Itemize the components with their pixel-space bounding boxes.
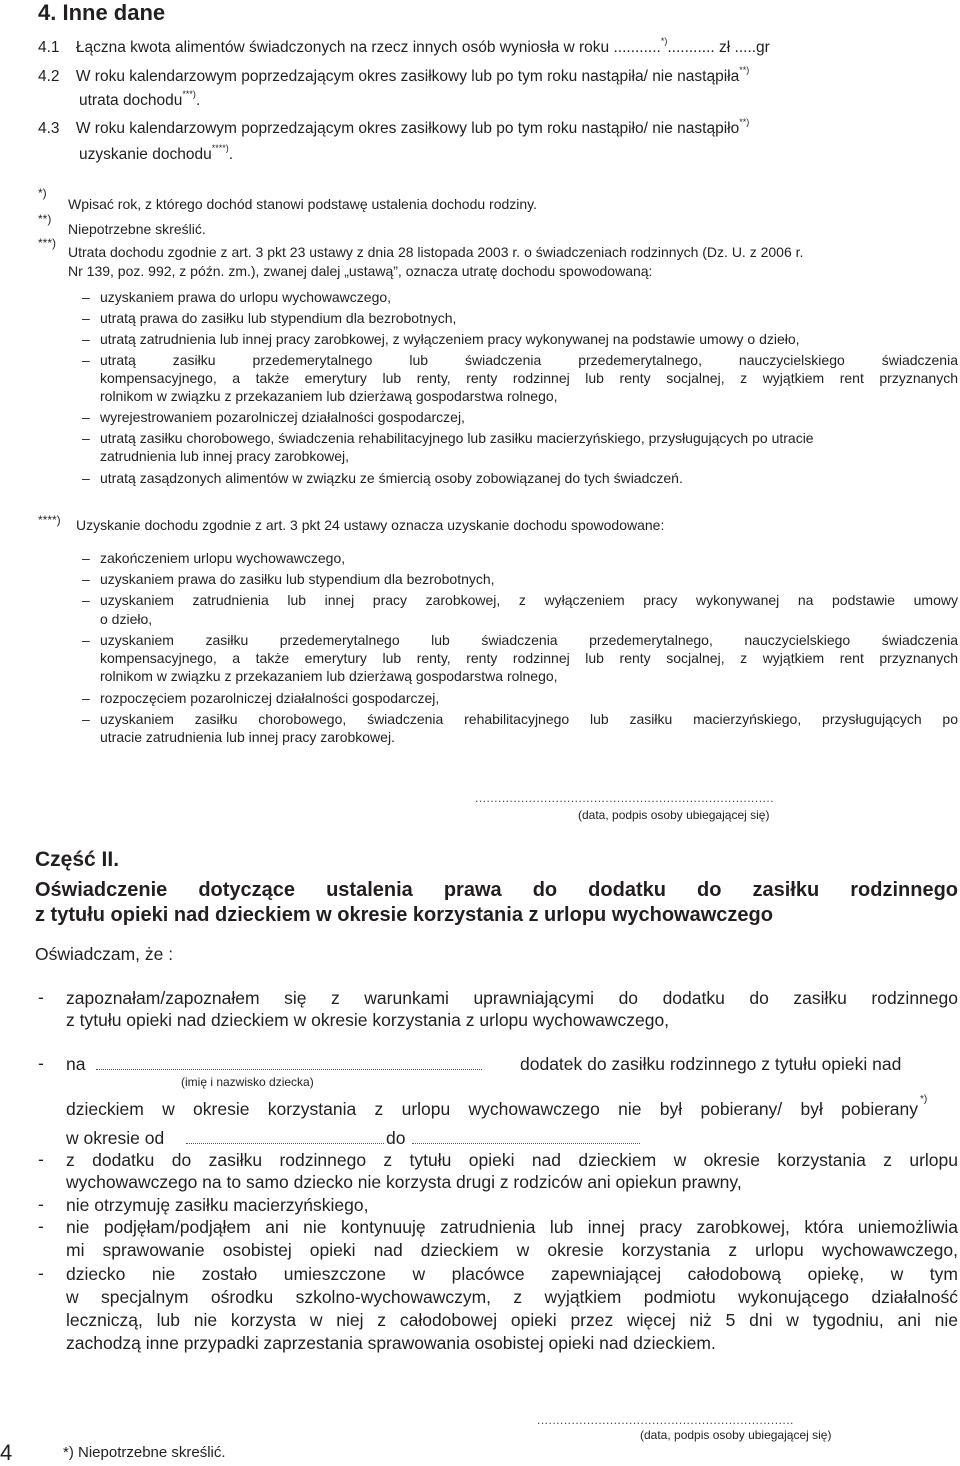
item-4-3-line2 bbox=[79, 145, 233, 165]
list-item: utratą zasiłku chorobowego, świadczenia rehabilitacyjnego lub zasiłku macierzyńskiego, przysługujących po utracie bbox=[100, 430, 814, 446]
list-dash: - bbox=[38, 1053, 44, 1073]
list-dash: – bbox=[82, 409, 90, 425]
list-dash: – bbox=[82, 430, 90, 446]
period-to-field[interactable] bbox=[412, 1142, 640, 1144]
footnote-2-text: Niepotrzebne skreślić. bbox=[68, 221, 206, 237]
list-dash: – bbox=[82, 470, 90, 486]
list-dash: – bbox=[82, 352, 90, 368]
list-item: uzyskaniem zasiłku chorobowego, świadczenia rehabilitacyjnego lub zasiłku macierzyńskiego, przysługujących po bbox=[100, 711, 958, 727]
list-dash: – bbox=[82, 331, 90, 347]
footnote-ref: **) bbox=[739, 117, 750, 127]
declare-label: Oświadczam, że : bbox=[35, 944, 174, 964]
child-name-field[interactable] bbox=[96, 1068, 482, 1070]
statement-2-line2: dzieckiem w okresie korzystania z urlopu wychowawczego nie był pobierany/ był pobierany bbox=[66, 1099, 918, 1119]
list-item: uzyskaniem prawa do zasiłku lub stypendium dla bezrobotnych, bbox=[100, 571, 495, 587]
item-4-2 bbox=[38, 67, 749, 87]
list-item-cont: zatrudnienia lub innej pracy zarobkowej, bbox=[100, 448, 350, 464]
page-number: 4 bbox=[0, 1440, 13, 1465]
list-item-cont: rolnikom w związku z przekazaniem lub dzierżawą gospodarstwa rolnego, bbox=[100, 388, 558, 404]
footer-note: *) Niepotrzebne skreślić. bbox=[63, 1444, 226, 1461]
statement-5-line2: mi sprawowanie osobistej opieki nad dzieckiem w okresie korzystania z urlopu wychowawczego, bbox=[66, 1240, 958, 1260]
list-item: utratą zasądzonych alimentów w związku ze śmiercią osoby zobowiązanej do tych świadczeń. bbox=[100, 470, 683, 486]
footnote-mark-2: **) bbox=[38, 212, 52, 226]
list-dash: – bbox=[82, 571, 90, 587]
footnote-mark-1: *) bbox=[38, 186, 47, 200]
list-item: utratą prawa do zasiłku lub stypendium dla bezrobotnych, bbox=[100, 310, 457, 326]
signature-caption: (data, podpis osoby ubiegającej się) bbox=[578, 808, 770, 822]
item-4-1 bbox=[38, 38, 960, 58]
period-to-label: do bbox=[386, 1128, 406, 1148]
child-name-hint: (imię i nazwisko dziecka) bbox=[181, 1075, 314, 1089]
list-item: utratą zasiłku przedemerytalnego lub świadczenia przedemerytalnego, nauczycielskiego świadczenia bbox=[100, 352, 958, 368]
footnote-ref: **) bbox=[739, 65, 750, 75]
section-title: 4. Inne dane bbox=[38, 0, 166, 25]
list-dash: - bbox=[38, 1216, 44, 1236]
statement-3-line2: wychowawczego na to samo dziecko nie korzysta drugi z rodziców ani opiekun prawny, bbox=[66, 1172, 742, 1192]
statement-1-line1: zapoznałam/zapoznałem się z warunkami uprawniającymi do dodatku do zasiłku rodzinnego bbox=[66, 988, 958, 1008]
statement-2-tail: dodatek do zasiłku rodzinnego z tytułu opieki nad bbox=[520, 1054, 902, 1074]
part-title: Część II. bbox=[35, 848, 120, 871]
list-item-cont: kompensacyjnego, a także emerytury lub renty, renty rodzinnej lub renty socjalnej, z wyjątkiem rent przyznanych bbox=[100, 370, 958, 386]
list-dash: – bbox=[82, 550, 90, 566]
statement-4: nie otrzymuję zasiłku macierzyńskiego, bbox=[66, 1195, 369, 1215]
footnote-1-text: Wpisać rok, z którego dochód stanowi podstawę ustalenia dochodu rodziny. bbox=[68, 196, 538, 212]
list-dash: - bbox=[38, 1149, 44, 1169]
list-dash: – bbox=[82, 632, 90, 648]
footnote-mark-3: ***) bbox=[38, 236, 57, 250]
list-dash: - bbox=[38, 1194, 44, 1214]
footnote-3-line2: Nr 139, poz. 992, z późn. zm.), zwanej dalej „ustawą”, oznacza utratę dochodu spowodowaną: bbox=[68, 263, 653, 279]
footnote-ref: ****) bbox=[211, 143, 229, 153]
footnote-ref: ***) bbox=[182, 89, 196, 99]
signature-line[interactable]: .............................................................................. bbox=[475, 791, 775, 805]
item-text: W roku kalendarzowym poprzedzającym okres zasiłkowy lub po tym roku nastąpiło/ nie nastąpiło bbox=[75, 120, 740, 137]
part-heading-2: z tytułu opieki nad dzieckiem w okresie korzystania z urlopu wychowawczego bbox=[35, 904, 773, 926]
list-dash: – bbox=[82, 310, 90, 326]
list-dash: - bbox=[38, 987, 44, 1007]
statement-6-line1: dziecko nie zostało umieszczone w placówce zapewniającej całodobową opiekę, w tym bbox=[66, 1264, 958, 1284]
item-number: 4.1 bbox=[38, 39, 60, 56]
list-item-cont: rolnikom w związku z przekazaniem lub dzierżawą gospodarstwa rolnego, bbox=[100, 668, 558, 684]
item-text: utrata dochodu bbox=[79, 92, 183, 109]
item-text-tail: ........... zł .....gr bbox=[667, 39, 770, 56]
footnote-mark-4: ****) bbox=[38, 513, 61, 527]
period: . bbox=[228, 146, 234, 163]
list-item: utratą zatrudnienia lub innej pracy zarobkowej, z wyłączeniem pracy wykonywanej na podstawie umowy o dzieło, bbox=[100, 331, 800, 347]
list-item: zakończeniem urlopu wychowawczego, bbox=[100, 550, 346, 566]
statement-3-line1: z dodatku do zasiłku rodzinnego z tytułu opieki nad dzieckiem w okresie korzystania z urlopu bbox=[66, 1150, 958, 1170]
list-item: rozpoczęciem pozarolniczej działalności gospodarczej, bbox=[100, 690, 440, 706]
statement-6-line4: zachodzą inne przypadki zaprzestania sprawowania osobistej opieki nad dzieckiem. bbox=[66, 1333, 716, 1353]
list-item: uzyskaniem zasiłku przedemerytalnego lub świadczenia przedemerytalnego, nauczycielskiego świadczenia bbox=[100, 632, 958, 648]
statement-6-line2: w specjalnym ośrodku szkolno-wychowawczym, z wyjątkiem podmiotu wykonującego działalność bbox=[66, 1287, 958, 1307]
list-item: wyrejestrowaniem pozarolniczej działalności gospodarczej, bbox=[100, 409, 465, 425]
statement-1-line2: z tytułu opieki nad dzieckiem w okresie korzystania z urlopu wychowawczego, bbox=[66, 1010, 670, 1030]
item-number: 4.2 bbox=[38, 68, 60, 85]
item-text: W roku kalendarzowym poprzedzającym okres zasiłkowy lub po tym roku nastąpiła/ nie nastąpiła bbox=[75, 68, 740, 85]
period-from-field[interactable] bbox=[186, 1142, 384, 1144]
statement-6-line3: leczniczą, lub nie korzysta w niej z całodobowej opieki przez więcej niż 5 dni w tygodniu, ani nie bbox=[66, 1310, 958, 1330]
list-item-cont: utracie zatrudnienia lub innej pracy zarobkowej. bbox=[100, 729, 395, 745]
statement-2-prefix: na bbox=[66, 1054, 86, 1074]
list-item-cont: kompensacyjnego, a także emerytury lub renty, renty rodzinnej lub renty socjalnej, z wyjątkiem rent przyznanych bbox=[100, 650, 958, 666]
item-number: 4.3 bbox=[38, 120, 60, 137]
list-dash: – bbox=[82, 592, 90, 608]
list-dash: – bbox=[82, 690, 90, 706]
list-dash: - bbox=[38, 1263, 44, 1283]
item-text: Łączna kwota alimentów świadczonych na rzecz innych osób wyniosła w roku ........... bbox=[75, 39, 661, 56]
item-4-3 bbox=[38, 119, 749, 139]
signature-caption: (data, podpis osoby ubiegającej się) bbox=[640, 1428, 832, 1442]
footnote-ref: *) bbox=[920, 1094, 928, 1105]
footnote-3-line1: Utrata dochodu zgodnie z art. 3 pkt 23 ustawy z dnia 28 listopada 2003 r. o świadczeniach rodzinnych (Dz. U. z 2006 r. bbox=[68, 244, 804, 260]
list-item: uzyskaniem zatrudnienia lub innej pracy zarobkowej, z wyłączeniem pracy wykonywanej na podstawie umowy bbox=[100, 592, 958, 608]
footnote-ref: *) bbox=[660, 36, 668, 46]
signature-line[interactable]: ................................................................... bbox=[537, 1413, 794, 1427]
list-dash: – bbox=[82, 289, 90, 305]
footnote-4-text: Uzyskanie dochodu zgodnie z art. 3 pkt 24 ustawy oznacza uzyskanie dochodu spowodowane: bbox=[76, 517, 665, 533]
list-item: uzyskaniem prawa do urlopu wychowawczego, bbox=[100, 289, 392, 305]
period-from-label: w okresie od bbox=[66, 1128, 165, 1148]
statement-5-line1: nie podjęłam/podjąłem ani nie kontynuuję zatrudnienia lub innej pracy zarobkowej, która uniemożliwia bbox=[66, 1217, 958, 1237]
item-text: uzyskanie dochodu bbox=[79, 146, 212, 163]
item-4-2-line2 bbox=[79, 91, 200, 111]
part-heading-1: Oświadczenie dotyczące ustalenia prawa do dodatku do zasiłku rodzinnego bbox=[35, 879, 958, 901]
list-item-cont: o dzieło, bbox=[100, 611, 153, 627]
list-dash: – bbox=[82, 711, 90, 727]
period: . bbox=[195, 92, 201, 109]
